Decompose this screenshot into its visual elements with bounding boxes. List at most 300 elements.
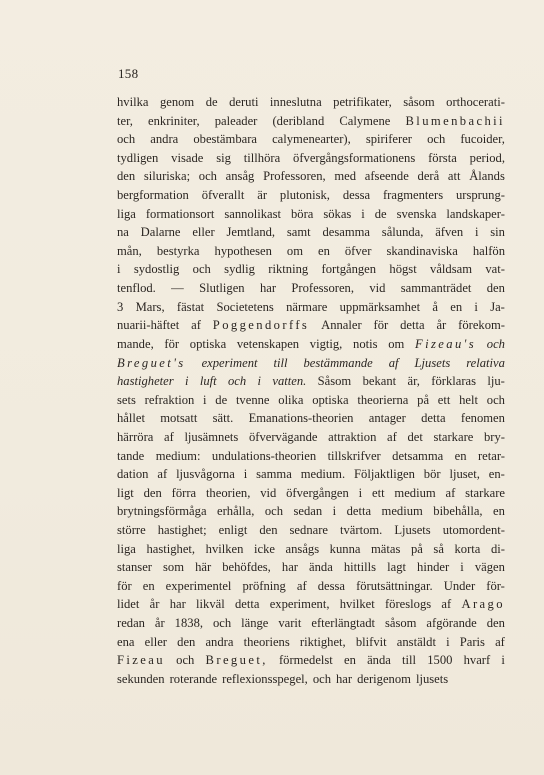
word: fucoider,	[460, 132, 505, 147]
word: dessa	[342, 188, 371, 203]
word: länge	[241, 616, 269, 631]
word: tenflod.	[117, 281, 156, 296]
word: nuarii-häftet	[117, 318, 180, 333]
word: bestyrka	[156, 243, 200, 258]
word: skandinaviska	[386, 243, 458, 258]
word: för-	[486, 578, 505, 593]
word: sig	[216, 150, 231, 165]
word: enkriniter,	[148, 113, 200, 128]
word: sedan	[293, 504, 323, 519]
text-line	[117, 279, 505, 298]
word: äfven	[435, 225, 464, 240]
word: om	[286, 243, 303, 258]
word: Professoren,	[263, 169, 326, 184]
word: den	[117, 169, 136, 184]
word: uppmärksamhet	[339, 299, 421, 314]
text-line	[117, 242, 505, 261]
word: tillhöra	[243, 150, 281, 165]
word: lidet	[117, 597, 140, 612]
word: så	[433, 541, 444, 556]
word: lju-	[487, 374, 505, 389]
word: i	[203, 392, 207, 407]
word: ett	[437, 392, 451, 407]
word: derå	[417, 169, 440, 184]
word: sålunda,	[381, 225, 424, 240]
word: sednare	[289, 523, 328, 538]
word: liga	[117, 541, 136, 556]
word: öfvergångsformationens	[293, 150, 416, 165]
word: en-	[488, 467, 505, 482]
word: och	[176, 653, 195, 668]
word: öfvergången	[286, 485, 349, 500]
word: obestämbara	[193, 132, 257, 147]
word: Breguet's	[117, 355, 186, 370]
word: och	[486, 392, 505, 407]
word: ljusämnets	[184, 429, 239, 444]
word: lagt	[387, 560, 406, 575]
word: 1838,	[174, 616, 204, 631]
word: de	[205, 95, 218, 109]
word: med	[334, 169, 357, 184]
word: optiska	[189, 336, 227, 351]
word: och	[486, 336, 505, 351]
word: stanser	[117, 560, 152, 575]
word: af	[191, 318, 201, 333]
word: ljusets	[415, 671, 449, 686]
text-line	[117, 130, 505, 149]
word: theorierna	[357, 392, 409, 407]
word: Dalarne	[140, 225, 181, 240]
word: efterlängtadt	[311, 616, 376, 631]
word: liga	[117, 206, 136, 221]
word: Slutligen	[199, 281, 245, 296]
word: till	[402, 653, 417, 668]
word: olika	[278, 392, 304, 407]
word: roterande	[169, 671, 218, 686]
word: och	[312, 671, 331, 686]
word: period,	[469, 150, 505, 165]
word: hittills	[343, 560, 377, 575]
word: ett	[371, 485, 385, 500]
word: derigenom	[357, 671, 411, 686]
word: dessa	[317, 578, 346, 593]
word: theoriens	[243, 634, 290, 649]
text-line	[117, 409, 505, 428]
word: bör	[423, 467, 441, 482]
word: en	[450, 299, 463, 314]
word: och	[228, 374, 247, 389]
word: starkare	[465, 485, 505, 500]
word: andra	[150, 132, 179, 147]
word: tvenne	[235, 392, 270, 407]
word: experiment	[201, 355, 258, 370]
word: Societetens	[216, 299, 274, 314]
word: af	[441, 597, 452, 612]
word: hvilket	[339, 597, 375, 612]
word: varit	[278, 616, 302, 631]
word: Såsom	[317, 374, 352, 389]
word: samma	[256, 467, 292, 482]
text-line	[117, 484, 505, 503]
text-line	[117, 298, 505, 317]
text-line	[117, 447, 505, 466]
word: Emanations-theorien	[248, 411, 354, 426]
word: i	[474, 225, 479, 240]
word: fenomen	[460, 411, 505, 426]
word: attraktion	[328, 429, 377, 444]
word: och	[212, 616, 232, 631]
word: den	[177, 634, 196, 649]
word: första	[428, 150, 457, 165]
word: behöfdes,	[222, 560, 271, 575]
word: riktning	[268, 262, 309, 277]
word: spiriferer	[365, 132, 412, 147]
word: förutsättningar.	[356, 578, 433, 593]
word: sannolikast	[224, 206, 282, 221]
word: formationsort	[145, 206, 215, 221]
word: i	[185, 374, 189, 389]
word: i	[117, 262, 121, 277]
word: vetenskapen	[236, 336, 300, 351]
word: Breguet,	[205, 653, 268, 668]
word: utomordent-	[442, 523, 505, 538]
word: våldsam	[430, 262, 473, 277]
word: deruti	[229, 95, 259, 109]
word: och	[117, 132, 136, 147]
word: hypothesen	[214, 243, 272, 258]
word: ansågs	[285, 541, 320, 556]
word: Calymene	[339, 113, 391, 128]
word: detta	[421, 411, 446, 426]
word: ända	[367, 653, 391, 668]
word: vid	[369, 281, 386, 296]
word: vägen	[474, 560, 505, 575]
word: sin	[490, 225, 505, 240]
word: Fizeau's	[415, 336, 477, 351]
word: och	[198, 169, 217, 184]
word: den	[143, 485, 162, 500]
word: bergformation	[117, 188, 189, 203]
word: om	[388, 336, 405, 351]
word: år	[436, 318, 447, 333]
word: har	[281, 560, 298, 575]
word: undulations-theorien	[211, 448, 317, 463]
word: de	[374, 206, 387, 221]
word: kunna	[329, 541, 361, 556]
word: sekunden	[117, 671, 165, 686]
word: högst	[389, 262, 417, 277]
word: har	[169, 597, 186, 612]
word: hållet	[117, 411, 145, 426]
word: här	[195, 560, 212, 575]
word: tillskrifver	[327, 448, 381, 463]
word: bibehålla,	[433, 504, 483, 519]
word: såsom	[384, 616, 417, 631]
word: sammanträdet	[400, 281, 472, 296]
word: medium	[394, 485, 436, 500]
word: för	[117, 578, 132, 593]
word: att	[447, 169, 461, 184]
word: på	[410, 541, 423, 556]
word: en	[344, 653, 356, 668]
word: experimentel	[165, 578, 232, 593]
word: Under	[443, 578, 476, 593]
word: har	[336, 671, 353, 686]
word: Paris	[459, 634, 485, 649]
word: förklaras	[431, 374, 477, 389]
word: år	[154, 616, 165, 631]
word: af	[445, 485, 456, 500]
text-line	[117, 354, 505, 373]
word: hastighet,	[146, 541, 196, 556]
word: 1500	[427, 653, 453, 668]
text-line	[117, 595, 505, 614]
word: korta	[454, 541, 481, 556]
word: notis	[353, 336, 378, 351]
word: afgörande	[426, 616, 477, 631]
word: svenska	[396, 206, 437, 221]
word: är	[257, 188, 268, 203]
word: calymenearter),	[272, 132, 351, 147]
word: ljusvågorna	[176, 467, 235, 482]
word: öfver	[344, 243, 372, 258]
word: och	[264, 504, 284, 519]
word: tvärtom.	[340, 523, 383, 538]
word: af	[296, 578, 307, 593]
word: sätt.	[212, 411, 234, 426]
word: redan	[117, 616, 145, 631]
word: förmedelst	[278, 653, 333, 668]
word: paleader	[214, 113, 258, 128]
word: bestämmande	[303, 355, 373, 370]
word: större	[117, 523, 146, 538]
word: i	[460, 560, 464, 575]
word: böra	[290, 206, 314, 221]
word: å	[432, 299, 438, 314]
word: likväl	[196, 597, 225, 612]
word: hvarf	[463, 653, 491, 668]
word: medium:	[155, 448, 201, 463]
word: närmare	[286, 299, 328, 314]
word: helt	[459, 392, 479, 407]
text-line	[117, 428, 505, 447]
word: detsamma	[392, 448, 444, 463]
text-line	[117, 633, 505, 652]
text-line	[117, 335, 505, 354]
word: reflexionsspegel,	[222, 671, 308, 686]
word: vid	[260, 485, 277, 500]
word: hastighet;	[157, 523, 207, 538]
word: plutonisk,	[279, 188, 330, 203]
word: Ja-	[490, 299, 505, 314]
word: sydostlig	[133, 262, 180, 277]
word: detta	[234, 597, 260, 612]
text-line	[117, 149, 505, 168]
word: siluriska;	[143, 169, 191, 184]
word: ända	[309, 560, 333, 575]
word: motsatt	[160, 411, 198, 426]
text-line	[117, 502, 505, 521]
text-line	[117, 577, 505, 596]
word: hastigheter	[117, 374, 174, 389]
word: ljuset,	[449, 467, 480, 482]
word: en	[317, 243, 330, 258]
word: eller	[144, 634, 167, 649]
word: som	[163, 560, 185, 575]
text-line	[117, 205, 505, 224]
word: di-	[490, 541, 505, 556]
word: sydlig	[224, 262, 255, 277]
word: i	[446, 634, 450, 649]
text-line	[117, 112, 505, 131]
word: riktighet,	[299, 634, 346, 649]
text-line	[117, 186, 505, 205]
word: det	[407, 429, 423, 444]
word: dation	[117, 467, 149, 482]
word: ena	[117, 634, 135, 649]
word: antager	[368, 411, 406, 426]
word: Poggendorffs	[212, 318, 310, 333]
text-line	[117, 670, 505, 689]
word: Jemtland,	[226, 225, 276, 240]
word: af	[157, 467, 168, 482]
word: och	[192, 262, 211, 277]
text-line	[117, 167, 505, 186]
word: eller	[192, 225, 215, 240]
word: Ålands	[469, 169, 505, 184]
word: Fizeau	[117, 653, 165, 668]
word: ursprung-	[455, 188, 505, 203]
word: på	[417, 392, 430, 407]
word: sökas	[323, 206, 352, 221]
word: härröra	[117, 429, 154, 444]
word: erhålla,	[217, 504, 255, 519]
word: afseende	[364, 169, 409, 184]
word: tande	[117, 448, 145, 463]
word: hvilka	[117, 95, 149, 109]
text-line	[117, 540, 505, 559]
word: i	[361, 206, 365, 221]
text-line	[117, 465, 505, 484]
word: desamma	[322, 225, 371, 240]
word: ligt	[117, 485, 134, 500]
word: retar-	[477, 448, 505, 463]
word: i	[501, 653, 505, 668]
word: fortgången	[321, 262, 377, 277]
word: anstäldt	[396, 634, 436, 649]
word: är,	[407, 374, 420, 389]
word: genom	[159, 95, 195, 109]
word: Professoren,	[291, 281, 354, 296]
word: år	[149, 597, 160, 612]
text-line	[117, 223, 505, 242]
word: Ljusets	[394, 523, 431, 538]
word: ter,	[117, 113, 133, 128]
word: optiska	[312, 392, 349, 407]
word: halfön	[472, 243, 505, 258]
text-line	[117, 558, 505, 577]
word: medium	[381, 504, 423, 519]
word: vatten.	[272, 374, 307, 389]
word: af	[495, 634, 505, 649]
word: Arago	[461, 597, 505, 612]
word: den	[486, 281, 505, 296]
word: tydligen	[117, 150, 159, 165]
word: bry-	[484, 429, 505, 444]
word: föreslogs	[384, 597, 432, 612]
word: en	[142, 578, 155, 593]
word: en	[454, 448, 467, 463]
word: brytningsförmåga	[117, 504, 207, 519]
word: af	[388, 355, 399, 370]
word: öfverallt	[201, 188, 245, 203]
word: pröfning	[242, 578, 286, 593]
text-line	[117, 614, 505, 633]
word: den	[486, 616, 505, 631]
word: ansåg	[225, 169, 255, 184]
word: visade	[171, 150, 204, 165]
word: af	[164, 429, 174, 444]
word: af	[387, 429, 397, 444]
word: Annaler	[321, 318, 362, 333]
word: samt	[286, 225, 311, 240]
word: vigtig,	[309, 336, 343, 351]
word: bekant	[362, 374, 397, 389]
word: inneslutna	[269, 95, 322, 109]
text-line	[117, 316, 505, 335]
word: landskaper-	[446, 206, 505, 221]
word: detta	[400, 318, 425, 333]
word: för	[164, 336, 180, 351]
word: petrifikater,	[333, 95, 392, 109]
word: förekom-	[458, 318, 505, 333]
word: öfvervägande	[248, 429, 318, 444]
word: fästat	[176, 299, 205, 314]
word: fragmenters	[382, 188, 444, 203]
body-text	[117, 93, 505, 689]
word: blifvit	[355, 634, 387, 649]
word: den	[259, 523, 278, 538]
word: i	[358, 485, 363, 500]
word: andra	[205, 634, 234, 649]
word: refraktion	[144, 392, 195, 407]
word: såsom	[403, 95, 435, 109]
word: (deribland	[272, 113, 325, 128]
word: medium.	[300, 467, 346, 482]
word: mätas	[371, 541, 401, 556]
word: i	[257, 374, 262, 389]
word: Blumenbachii	[405, 113, 505, 128]
text-line	[117, 521, 505, 540]
word: vat-	[485, 262, 505, 277]
word: förra	[171, 485, 197, 500]
word: Följaktligen	[354, 467, 415, 482]
word: enligt	[218, 523, 248, 538]
word: och	[427, 132, 446, 147]
word: orthocerati-	[446, 95, 505, 109]
word: 3	[117, 299, 124, 314]
word: detta	[346, 504, 372, 519]
text-line	[117, 651, 505, 670]
word: experiment,	[269, 597, 330, 612]
word: i	[474, 299, 478, 314]
word: Ljusets	[414, 355, 451, 370]
word: na	[117, 225, 129, 240]
word: mande,	[117, 336, 154, 351]
text-line	[117, 372, 505, 391]
word: —	[171, 281, 184, 296]
word: till	[273, 355, 288, 370]
